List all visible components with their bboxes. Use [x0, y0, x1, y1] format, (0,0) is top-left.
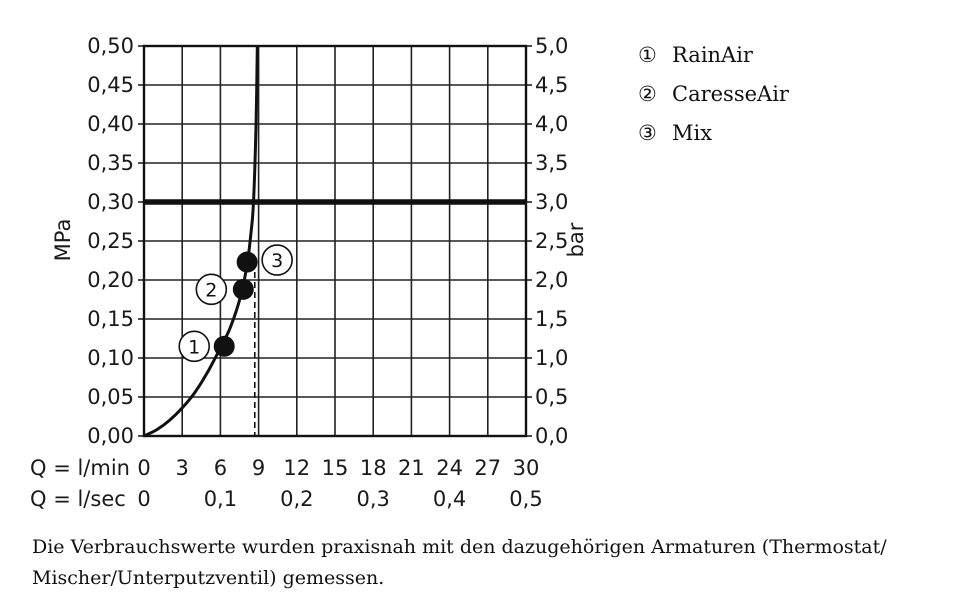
x-tick-label-lmin: 12 — [283, 456, 311, 480]
x-axis-label-lsec: Q = l/sec — [30, 487, 126, 511]
data-point-1 — [214, 336, 235, 357]
y-tick-label-mpa: 0,40 — [87, 112, 134, 136]
x-tick-label-lmin: 30 — [512, 456, 540, 480]
y-tick-label-mpa: 0,20 — [87, 268, 134, 292]
legend-marker-1: ① — [638, 43, 657, 67]
y-tick-label-mpa: 0,05 — [87, 385, 134, 409]
y-tick-label-bar: 2,0 — [535, 268, 569, 292]
x-tick-label-lmin: 18 — [359, 456, 387, 480]
legend-label-mix: Mix — [672, 121, 713, 145]
data-point-3 — [237, 252, 258, 273]
measurement-note: Die Verbrauchswerte wurden praxisnah mit den dazugehörigen Armaturen (Thermostat/ Mischer/Unterputzventil) gemessen. — [32, 536, 887, 589]
y-tick-label-bar: 5,0 — [535, 34, 569, 58]
x-tick-label-lmin: 21 — [398, 456, 425, 480]
y-tick-label-mpa: 0,25 — [87, 229, 134, 253]
x-tick-label-lmin: 24 — [436, 456, 463, 480]
y-axis-label-mpa: MPa — [51, 218, 75, 262]
y-tick-label-bar: 4,0 — [535, 112, 569, 136]
y-tick-label-bar: 2,5 — [535, 229, 569, 253]
data-point-label-2: 2 — [205, 279, 218, 302]
legend-marker-3: ③ — [638, 121, 657, 145]
data-point-2 — [233, 279, 254, 300]
chart-grid — [144, 46, 526, 436]
x-tick-label-lmin: 6 — [213, 456, 228, 480]
x-tick-label-lmin: 9 — [251, 456, 266, 480]
y-tick-label-mpa: 0,30 — [87, 190, 134, 214]
y-tick-label-mpa: 0,45 — [87, 73, 134, 97]
x-tick-label-lsec: 0,3 — [356, 487, 390, 511]
x-tick-label-lmin: 3 — [175, 456, 189, 480]
y-axis-label-bar: bar — [564, 222, 588, 258]
legend-marker-2: ② — [638, 82, 657, 106]
y-tick-label-bar: 1,0 — [535, 346, 569, 370]
y-tick-label-bar: 1,5 — [535, 307, 569, 331]
x-tick-label-lsec: 0,5 — [509, 487, 543, 511]
y-tick-label-bar: 0,5 — [535, 385, 569, 409]
legend-label-caresseair: CaresseAir — [672, 82, 789, 106]
data-point-label-3: 3 — [271, 250, 284, 273]
x-tick-label-lsec: 0,2 — [280, 487, 314, 511]
y-tick-label-mpa: 0,15 — [87, 307, 134, 331]
data-point-label-1: 1 — [188, 336, 201, 359]
x-tick-label-lsec: 0,1 — [203, 487, 238, 511]
y-tick-label-mpa: 0,35 — [87, 151, 134, 175]
x-tick-label-lmin: 27 — [474, 456, 502, 480]
y-tick-label-bar: 3,0 — [535, 190, 569, 214]
x-tick-label-lsec: 0,4 — [432, 487, 467, 511]
legend-label-rainair: RainAir — [672, 43, 753, 67]
x-axis-label-lmin: Q = l/min — [30, 456, 130, 480]
x-tick-label-lmin: 15 — [321, 456, 349, 480]
y-tick-label-mpa: 0,10 — [87, 346, 134, 370]
y-tick-label-bar: 3,5 — [535, 151, 569, 175]
y-tick-label-bar: 0,0 — [535, 424, 569, 448]
y-tick-label-mpa: 0,50 — [87, 34, 134, 58]
chart-tick-labels — [87, 34, 568, 511]
legend — [638, 43, 790, 145]
x-tick-label-lmin: 0 — [137, 456, 151, 480]
y-tick-label-mpa: 0,00 — [87, 424, 134, 448]
y-tick-label-bar: 4,5 — [535, 73, 569, 97]
x-tick-label-lsec: 0 — [137, 487, 151, 511]
chart-points — [179, 245, 292, 361]
